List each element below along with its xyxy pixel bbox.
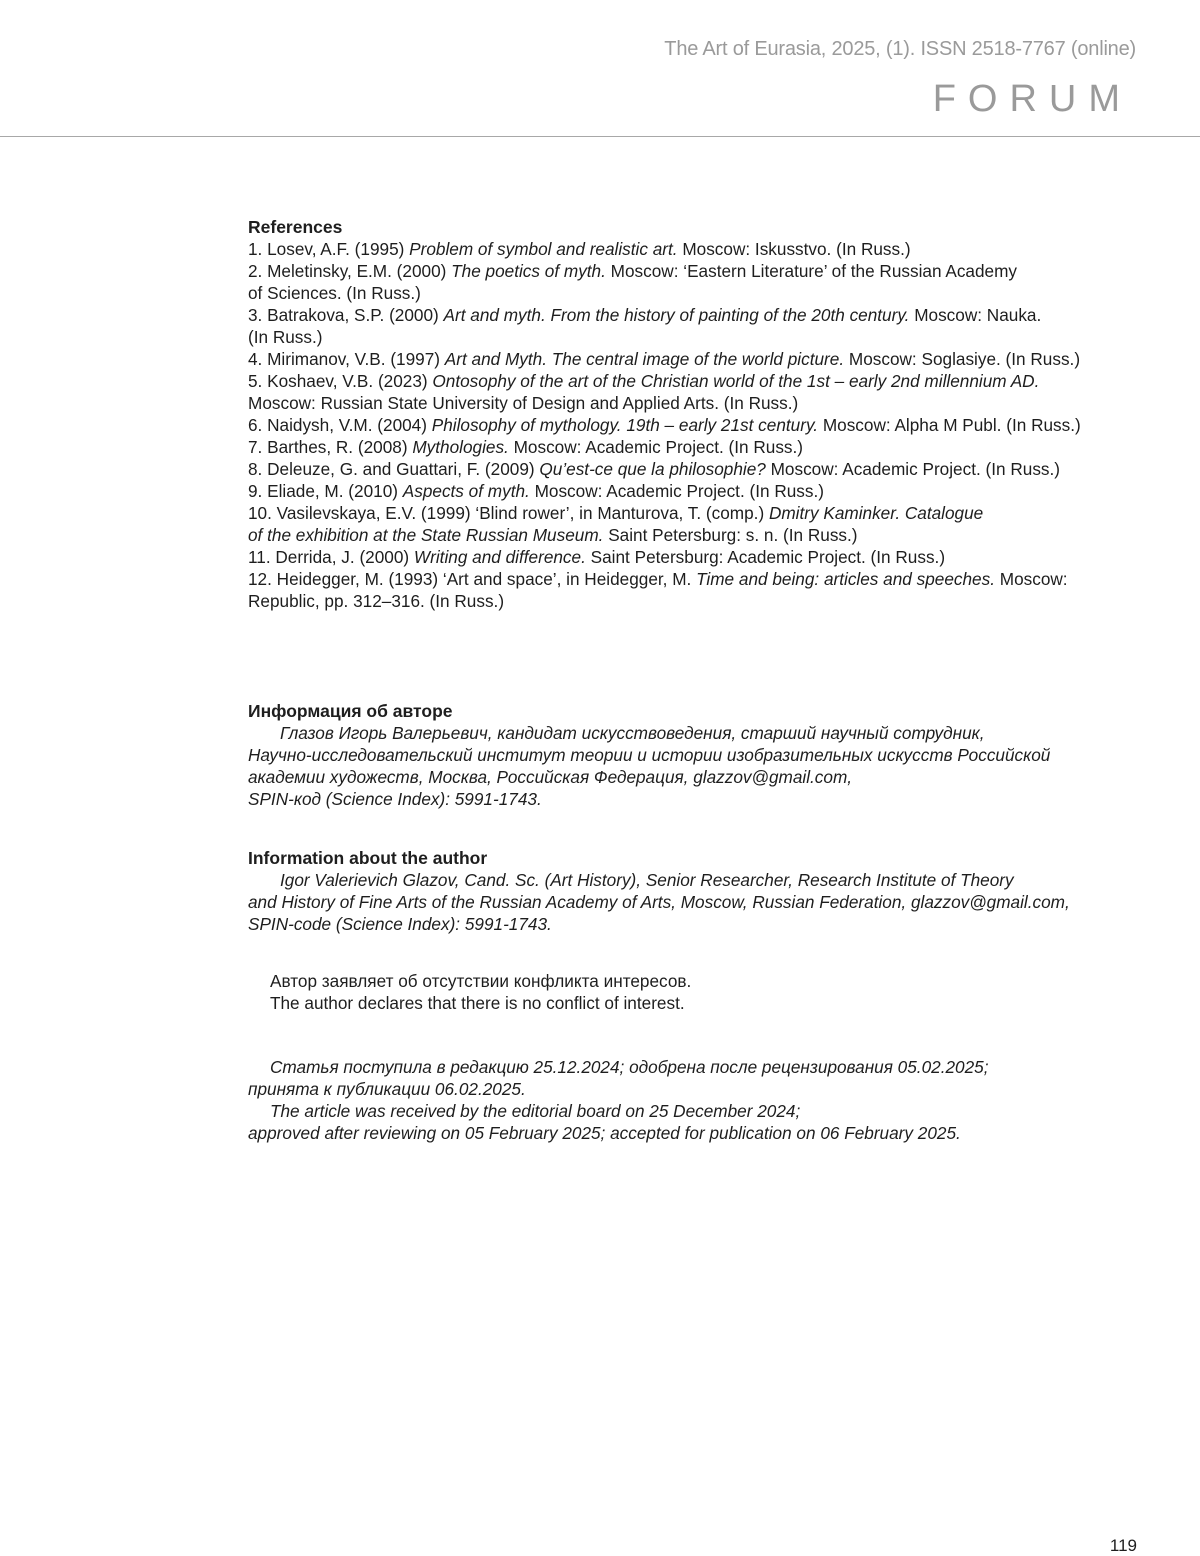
author-info-ru [248,700,1148,810]
reference-text: of Sciences. (In Russ.) [248,283,421,303]
reference-title: Art and myth. From the history of painting of the 20th century. [443,305,910,325]
reference-line [248,414,1148,436]
reference-text: Saint Petersburg: Academic Project. (In Russ.) [585,547,946,567]
author-info-en-line: and History of Fine Arts of the Russian Academy of Arts, Moscow, Russian Federation, glazzov@gmail.com, [248,892,1070,912]
reference-title: Mythologies. [412,437,509,457]
author-info-ru-line: SPIN-код (Science Index): 5991-1743. [248,789,542,809]
page-number: 119 [1109,1536,1137,1555]
author-info-en [248,847,1148,935]
author-info-ru-line: академии художеств, Москва, Российская Федерация, glazzov@gmail.com, [248,767,853,787]
reference-text: 5. Koshaev, V.B. (2023) [248,371,433,391]
references-heading: References [248,217,343,237]
dates-ru-line: принята к публикации 06.02.2025. [248,1079,526,1099]
reference-item [248,260,1148,304]
reference-title: The poetics of myth. [451,261,606,281]
reference-line [248,524,1148,546]
reference-item [248,480,1148,502]
journal-citation: The Art of Eurasia, 2025, (1). ISSN 2518-7767 (online) [664,38,1136,60]
author-info-ru-line: Научно-исследовательский институт теории и истории изобразительных искусств Российской [248,745,1051,765]
reference-text: 3. Batrakova, S.P. (2000) [248,305,444,325]
reference-title: Qu’est-ce que la philosophie? [539,459,766,479]
dates-ru-line: Статья поступила в редакцию 25.12.2024; одобрена после рецензирования 05.02.2025; [270,1057,989,1077]
reference-text: Moscow: Iskusstvo. (In Russ.) [677,239,911,259]
article-dates [248,1056,1148,1144]
author-info-en-line: Igor Valerievich Glazov, Cand. Sc. (Art History), Senior Researcher, Research Institute of Theory [280,870,1014,890]
reference-line [248,436,1148,458]
reference-text: 10. Vasilevskaya, E.V. (1999) ‘Blind rower’, in Manturova, T. (comp.) [248,503,769,523]
reference-item [248,568,1148,612]
references-section [248,216,1148,612]
reference-line [248,326,1148,348]
reference-line [248,546,1148,568]
reference-item [248,546,1148,568]
section-title: FORUM [932,78,1132,120]
header-divider [0,136,1200,137]
conflict-ru: Автор заявляет об отсутствии конфликта интересов. [270,971,692,991]
reference-text: Moscow: Nauka. [909,305,1042,325]
reference-line [248,502,1148,524]
author-info-en-heading: Information about the author [248,848,488,868]
author-info-ru-line: Глазов Игорь Валерьевич, кандидат искусствоведения, старший научный сотрудник, [280,723,985,743]
reference-item [248,502,1148,546]
reference-line [248,480,1148,502]
reference-title: Aspects of myth. [402,481,530,501]
references-list [248,238,1148,612]
reference-text: 1. Losev, A.F. (1995) [248,239,410,259]
reference-item [248,304,1148,348]
reference-text: 12. Heidegger, M. (1993) ‘Art and space’, in Heidegger, M. [248,569,697,589]
reference-item [248,458,1148,480]
reference-title: Writing and difference. [413,547,586,567]
reference-text: (In Russ.) [248,327,323,347]
reference-title: Dmitry Kaminker. Catalogue [768,503,984,523]
reference-item [248,238,1148,260]
page-content [248,216,1148,1144]
reference-line [248,348,1148,370]
reference-text: Moscow: Alpha M Publ. (In Russ.) [818,415,1081,435]
reference-text: Republic, pp. 312–316. (In Russ.) [248,591,505,611]
reference-title: Time and being: articles and speeches. [696,569,995,589]
reference-text: 11. Derrida, J. (2000) [248,547,414,567]
reference-line [248,568,1148,590]
reference-text: 9. Eliade, M. (2010) [248,481,403,501]
reference-text: Moscow: Academic Project. (In Russ.) [765,459,1061,479]
reference-text: Moscow: ‘Eastern Literature’ of the Russian Academy [605,261,1018,281]
reference-text: Moscow: [994,569,1068,589]
reference-title: Ontosophy of the art of the Christian world of the 1st – early 2nd millennium AD. [432,371,1040,391]
reference-line [248,370,1148,392]
reference-text: Moscow: Academic Project. (In Russ.) [508,437,804,457]
reference-line [248,238,1148,260]
reference-title: Art and Myth. The central image of the world picture. [444,349,845,369]
reference-item [248,436,1148,458]
dates-en-line: approved after reviewing on 05 February 2025; accepted for publication on 06 February 2025. [248,1123,961,1143]
reference-line [248,590,1148,612]
reference-title: of the exhibition at the State Russian Museum. [248,525,604,545]
reference-line [248,260,1148,282]
reference-item [248,348,1148,370]
reference-text: Saint Petersburg: s. n. (In Russ.) [603,525,858,545]
reference-text: 7. Barthes, R. (2008) [248,437,413,457]
author-info-en-line: SPIN-code (Science Index): 5991-1743. [248,914,552,934]
author-info-ru-heading: Информация об авторе [248,701,453,721]
conflict-of-interest [248,970,1148,1014]
reference-text: Moscow: Russian State University of Design and Applied Arts. (In Russ.) [248,393,799,413]
conflict-en: The author declares that there is no conflict of interest. [270,993,685,1013]
reference-text: Moscow: Academic Project. (In Russ.) [529,481,824,501]
reference-text: 4. Mirimanov, V.B. (1997) [248,349,445,369]
reference-line [248,282,1148,304]
reference-line [248,458,1148,480]
reference-title: Philosophy of mythology. 19th – early 21st century. [431,415,819,435]
reference-text: 2. Meletinsky, E.M. (2000) [248,261,452,281]
reference-text: 6. Naidysh, V.M. (2004) [248,415,432,435]
reference-text: Moscow: Soglasiye. (In Russ.) [844,349,1081,369]
reference-text: 8. Deleuze, G. and Guattari, F. (2009) [248,459,540,479]
reference-line [248,304,1148,326]
reference-item [248,414,1148,436]
reference-line [248,392,1148,414]
reference-item [248,370,1148,414]
reference-title: Problem of symbol and realistic art. [409,239,678,259]
dates-en-line: The article was received by the editorial board on 25 December 2024; [270,1101,801,1121]
